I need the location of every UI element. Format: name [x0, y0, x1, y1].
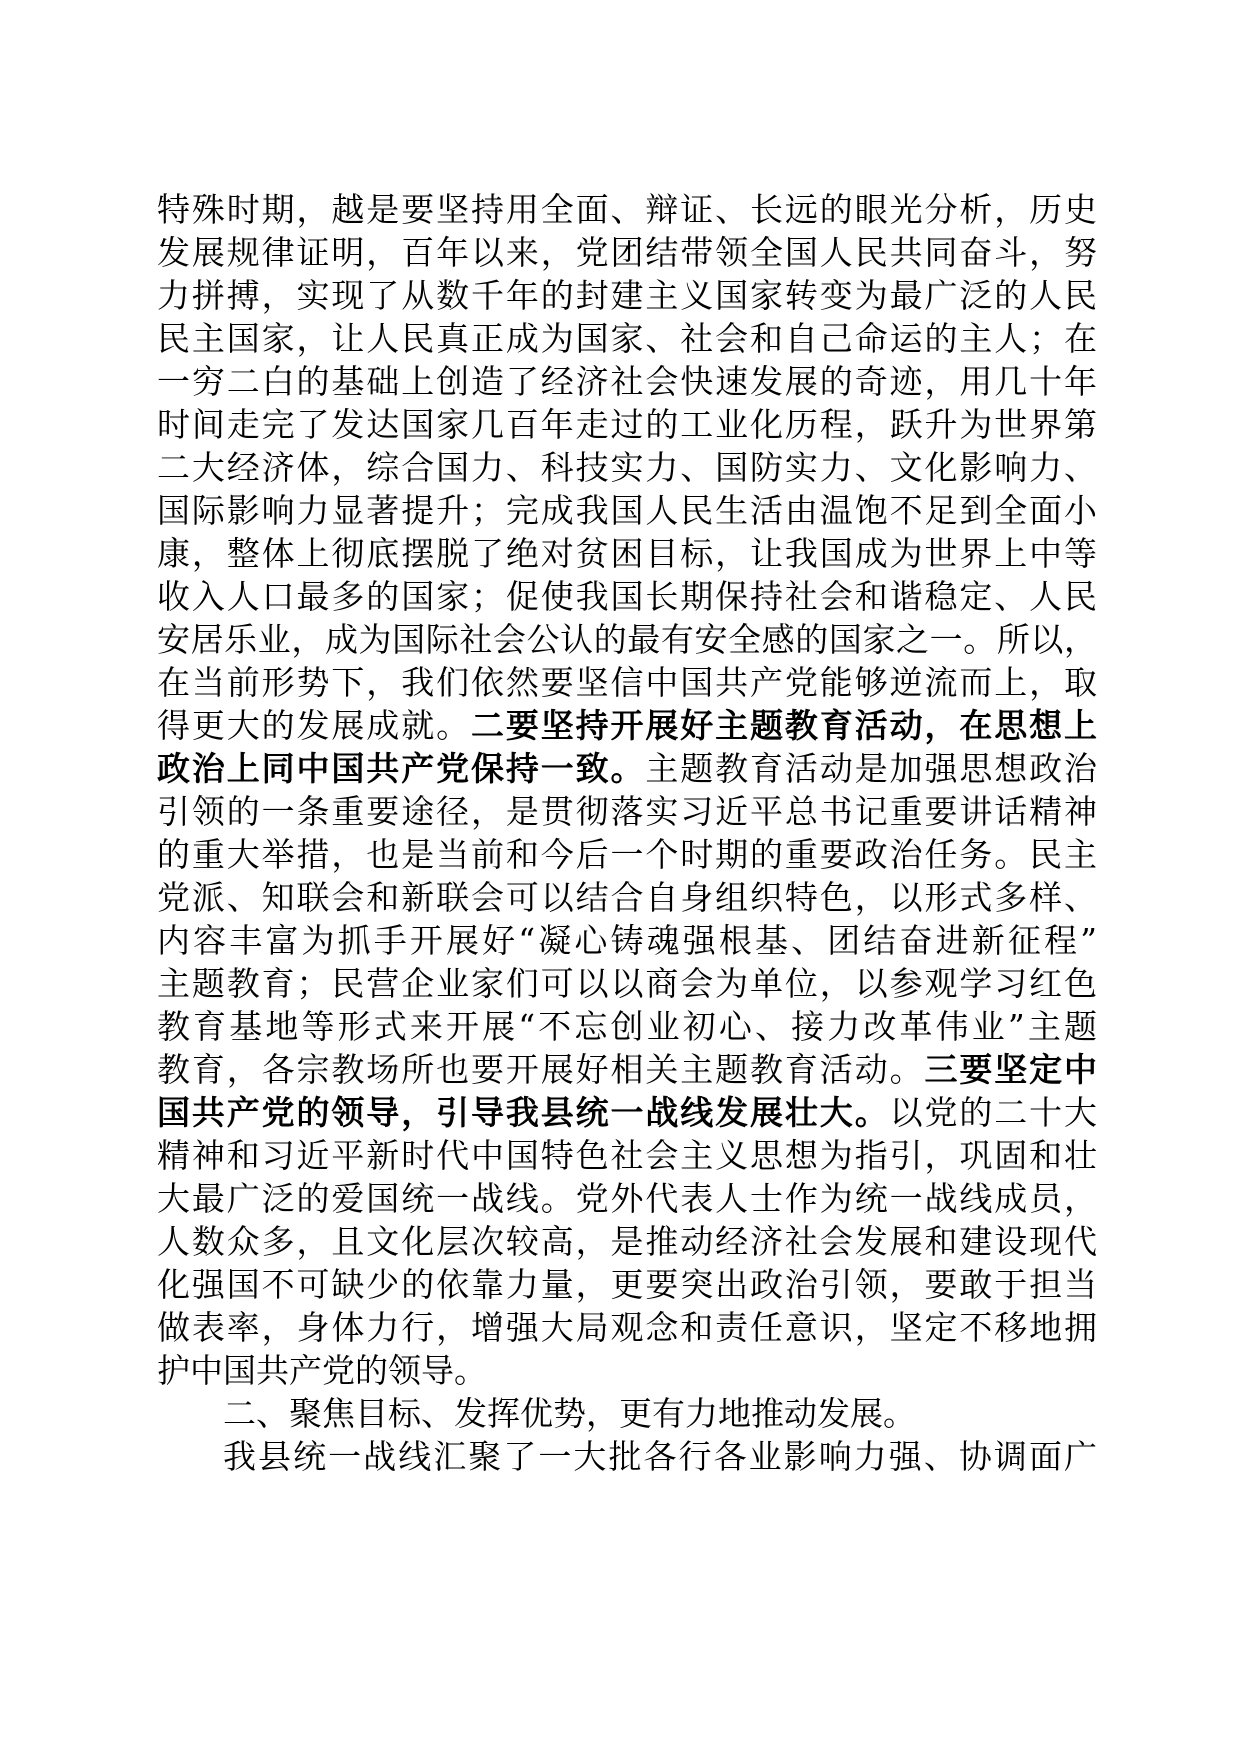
text-line: 力拼搏，实现了从数千年的封建主义国家转变为最广泛的人民: [157, 276, 1097, 315]
bold-point-three-cont: 国共产党的领导，引导我县统一战线发展壮大。: [157, 1093, 890, 1132]
text-line: [157, 1048, 1097, 1091]
text-line: 做表率，身体力行，增强大局观念和责任意识，坚定不移地拥: [157, 1308, 1097, 1347]
text-line: 护中国共产党的领导。: [157, 1351, 487, 1390]
bold-point-two: 二要坚持开展好主题教育活动，在思想上: [470, 706, 1098, 745]
line-normal-part: 得更大的发展成就。: [157, 706, 471, 745]
text-line: 党派、知联会和新联会可以结合自身组织特色，以形式多样、: [157, 878, 1097, 917]
bold-point-three: 三要坚定中: [924, 1050, 1098, 1089]
text-line: 国际影响力显著提升；完成我国人民生活由温饱不足到全面小: [157, 491, 1097, 530]
text-line: 二大经济体，综合国力、科技实力、国防实力、文化影响力、: [157, 448, 1097, 487]
text-line: 引领的一条重要途径，是贯彻落实习近平总书记重要讲话精神: [157, 792, 1097, 831]
text-line: 康，整体上彻底摆脱了绝对贫困目标，让我国成为世界上中等: [157, 534, 1097, 573]
text-line: 安居乐业，成为国际社会公认的最有安全感的国家之一。所以，: [157, 620, 1097, 659]
text-line: [157, 1091, 1097, 1134]
text-line: 内容丰富为抓手开展好“凝心铸魂强根基、团结奋进新征程”: [157, 921, 1097, 960]
line-normal-part: 以党的二十大: [889, 1093, 1098, 1132]
text-line: 教育基地等形式来开展“不忘创业初心、接力改革伟业”主题: [157, 1007, 1097, 1046]
section-heading: 二、聚焦目标、发挥优势，更有力地推动发展。: [223, 1394, 916, 1433]
line-normal-part: 主题教育活动是加强思想政治: [645, 749, 1098, 788]
text-line: 时间走完了发达国家几百年走过的工业化历程，跃升为世界第: [157, 405, 1097, 444]
text-line: 发展规律证明，百年以来，党团结带领全国人民共同奋斗，努: [157, 233, 1097, 272]
text-line: 人数众多，且文化层次较高，是推动经济社会发展和建设现代: [157, 1222, 1097, 1261]
paragraph-first-line: 我县统一战线汇聚了一大批各行各业影响力强、协调面广: [223, 1437, 1097, 1476]
text-line: 在当前形势下，我们依然要坚信中国共产党能够逆流而上，取: [157, 663, 1097, 702]
text-line: 主题教育；民营企业家们可以以商会为单位，以参观学习红色: [157, 964, 1097, 1003]
line-normal-part: 教育，各宗教场所也要开展好相关主题教育活动。: [157, 1050, 925, 1089]
text-line: 一穷二白的基础上创造了经济社会快速发展的奇迹，用几十年: [157, 362, 1097, 401]
text-line: 特殊时期，越是要坚持用全面、辩证、长远的眼光分析，历史: [157, 190, 1097, 229]
text-line: [157, 704, 1097, 747]
text-line: 收入人口最多的国家；促使我国长期保持社会和谐稳定、人民: [157, 577, 1097, 616]
text-line: 化强国不可缺少的依靠力量，更要突出政治引领，要敢于担当: [157, 1265, 1097, 1304]
text-line: 民主国家，让人民真正成为国家、社会和自己命运的主人；在: [157, 319, 1097, 358]
bold-point-two-cont: 政治上同中国共产党保持一致。: [157, 749, 646, 788]
text-line: 精神和习近平新时代中国特色社会主义思想为指引，巩固和壮: [157, 1136, 1097, 1175]
document-body: [157, 188, 1097, 1478]
text-line: 大最广泛的爱国统一战线。党外代表人士作为统一战线成员，: [157, 1179, 1097, 1218]
text-line: [157, 747, 1097, 790]
text-line: 的重大举措，也是当前和今后一个时期的重要政治任务。民主: [157, 835, 1097, 874]
